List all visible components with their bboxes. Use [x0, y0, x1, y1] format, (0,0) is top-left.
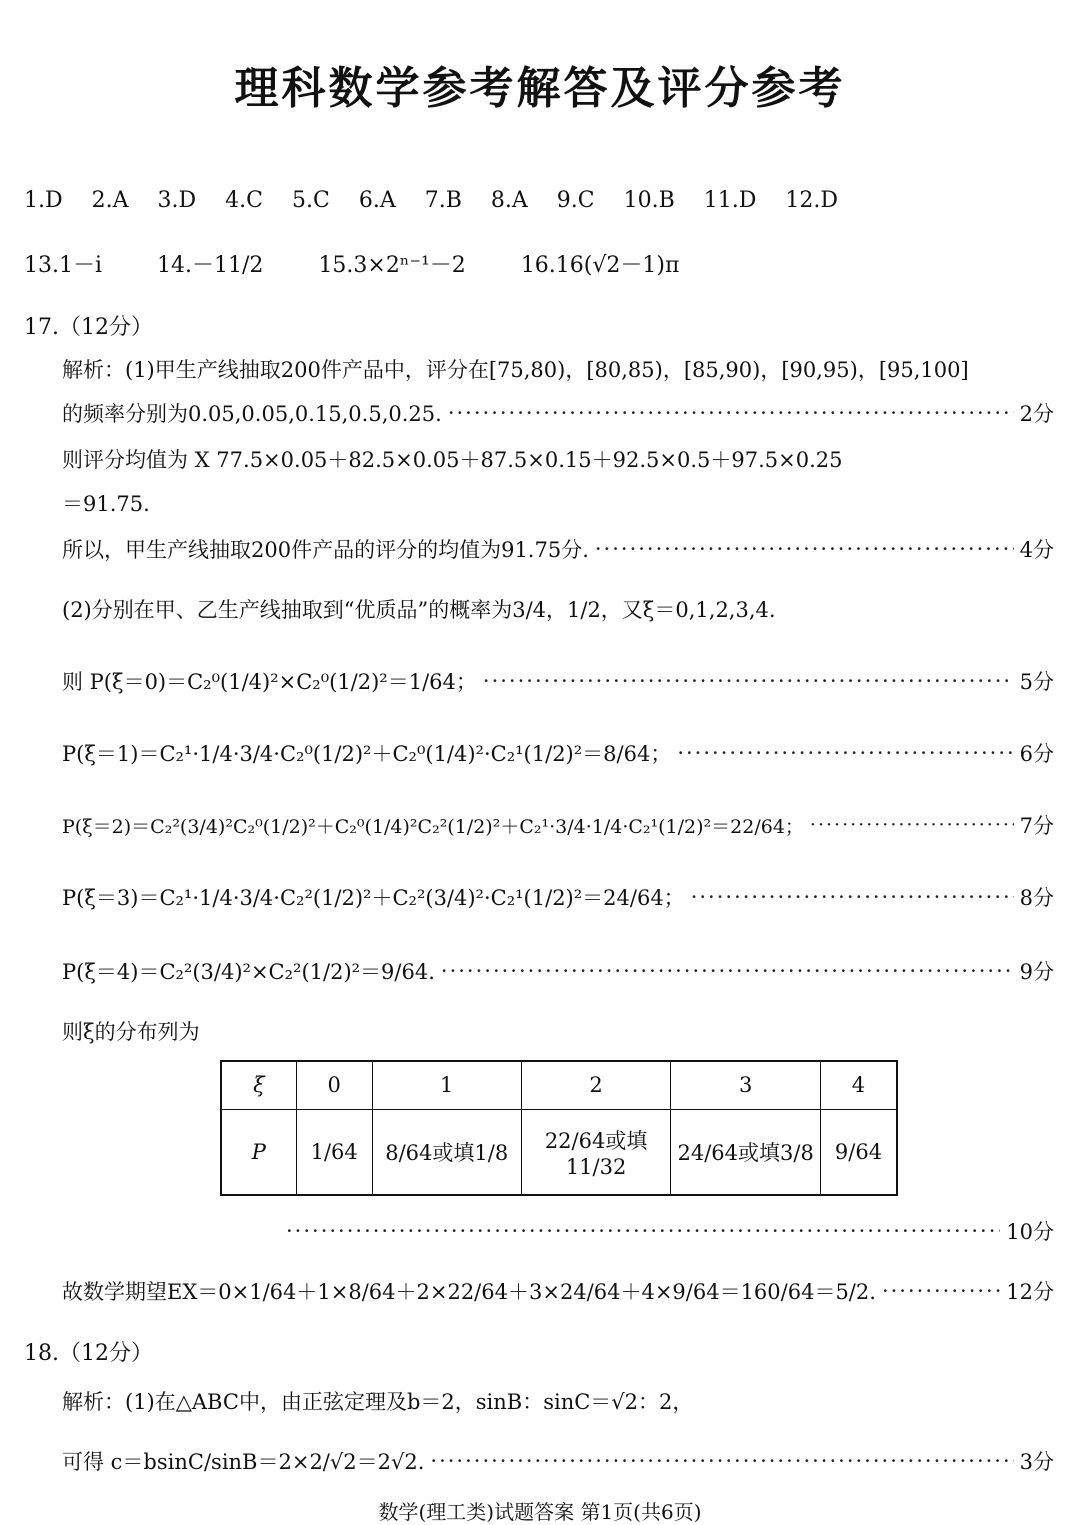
dot-leader [483, 669, 1014, 693]
choice-answer: 1.D [24, 188, 63, 213]
q17-p3-text: P(ξ＝3)＝C₂¹·1/4·3/4·C₂²(1/2)²＋C₂²(3/4)²·C₂¹(1/2)²＝24/64； [62, 886, 685, 910]
q17-p0 [62, 666, 1054, 696]
dot-leader [882, 1279, 1000, 1303]
q17-p2-text: P(ξ＝2)＝C₂²(3/4)²C₂⁰(1/2)²＋C₂⁰(1/4)²C₂²(1/2)²＋C₂¹·3/4·1/4·C₂¹(1/2)²＝22/64； [62, 815, 804, 838]
q18-line1 [62, 1386, 1054, 1416]
q17-p2 [62, 810, 1054, 840]
q18-line2 [62, 1446, 1054, 1476]
q18-header: 18.（12分） [24, 1341, 153, 1366]
dot-leader [441, 959, 1014, 983]
table-header-cell: 0 [296, 1061, 372, 1109]
score-label: 6分 [1019, 742, 1054, 766]
score-label: 5分 [1019, 670, 1054, 694]
q17-expectation [62, 1276, 1054, 1306]
table-cell: 1/64 [296, 1109, 372, 1195]
choice-answer: 7.B [424, 188, 462, 213]
choice-answer: 11.D [703, 188, 757, 213]
dot-leader [286, 1219, 1000, 1243]
q17-expectation-text: 故数学期望EX＝0×1/64＋1×8/64＋2×22/64＋3×24/64＋4×9/64＝160/64＝5/2. [62, 1280, 876, 1304]
q17-dist-label-text: 则ξ的分布列为 [62, 1020, 200, 1044]
q17-line2 [62, 398, 1054, 428]
q17-p0-text: 则 P(ξ＝0)＝C₂⁰(1/4)²×C₂⁰(1/2)²＝1/64； [62, 670, 477, 694]
score-label: 9分 [1019, 960, 1054, 984]
choice-answer: 5.C [292, 188, 330, 213]
table-row [221, 1061, 897, 1109]
q17-p1-text: P(ξ＝1)＝C₂¹·1/4·3/4·C₂⁰(1/2)²＋C₂⁰(1/4)²·C₂¹(1/2)²＝8/64； [62, 742, 672, 766]
dot-leader [810, 814, 1014, 836]
q17-line4-text: ＝91.75. [62, 492, 150, 516]
page-footer: 数学(理工类)试题答案 第1页(共6页) [378, 1500, 702, 1524]
score-label: 4分 [1019, 538, 1054, 562]
choice-answer: 8.A [490, 188, 528, 213]
table-cell: 9/64 [820, 1109, 897, 1195]
q18-line2-text: 可得 c＝bsinC/sinB＝2×2/√2＝2√2. [62, 1450, 425, 1474]
fill-answers [24, 248, 701, 279]
choice-answer: 2.A [91, 188, 129, 213]
table-cell: 8/64或填1/8 [372, 1109, 521, 1195]
table-header-cell: 3 [671, 1061, 821, 1109]
table-row [221, 1109, 897, 1195]
q17-p3 [62, 882, 1054, 912]
dot-leader [430, 1449, 1013, 1473]
dot-leader [595, 537, 1014, 561]
answer-13: 13.1－i [24, 253, 103, 278]
q17-line5 [62, 534, 1054, 564]
table-cell: 22/64或填11/32 [521, 1109, 671, 1195]
q17-line6-text: (2)分别在甲、乙生产线抽取到“优质品”的概率为3/4，1/2，又ξ＝0,1,2,3,4. [62, 598, 776, 622]
score-label: 8分 [1019, 886, 1054, 910]
score-label: 10分 [1006, 1220, 1054, 1244]
table-cell: P [221, 1109, 296, 1195]
score-label: 7分 [1019, 814, 1054, 838]
score-label: 12分 [1006, 1280, 1054, 1304]
q17-line2-text: 的频率分别为0.05,0.05,0.15,0.5,0.25. [62, 402, 442, 426]
table-cell: 24/64或填3/8 [671, 1109, 821, 1195]
table-header-cell: 4 [820, 1061, 897, 1109]
dot-leader [448, 401, 1014, 425]
choice-answer: 3.D [157, 188, 197, 213]
page-title: 理科数学参考解答及评分参考 [234, 63, 846, 114]
score-label: 3分 [1019, 1450, 1054, 1474]
score-label: 2分 [1019, 402, 1054, 426]
table-header-cell: 1 [372, 1061, 521, 1109]
q17-line3-text: 则评分均值为 X 77.5×0.05＋82.5×0.05＋87.5×0.15＋92.5×0.5＋97.5×0.25 [62, 448, 843, 472]
q17-dist-label [62, 1016, 1054, 1046]
dot-leader [691, 885, 1014, 909]
q17-line4 [62, 488, 1054, 518]
choice-answer: 4.C [225, 188, 263, 213]
q17-p1 [62, 738, 1054, 768]
q17-line1 [62, 354, 1054, 384]
choice-answers [24, 188, 860, 213]
choice-answer: 12.D [785, 188, 839, 213]
choice-answer: 10.B [623, 188, 675, 213]
q17-table-score [286, 1216, 1054, 1246]
choice-answer: 9.C [556, 188, 595, 213]
q17-line3 [62, 444, 1054, 474]
q17-line6 [62, 594, 1054, 624]
answer-16: 16.16(√2－1)π [520, 253, 680, 278]
q17-line5-text: 所以，甲生产线抽取200件产品的评分的均值为91.75分. [62, 538, 589, 562]
table-header-cell: ξ [221, 1061, 296, 1109]
answer-14: 14.－11/2 [157, 253, 264, 278]
distribution-table [220, 1060, 898, 1196]
answer-15: 15.3×2ⁿ⁻¹－2 [318, 253, 466, 278]
choice-answer: 6.A [358, 188, 396, 213]
dot-leader [677, 741, 1013, 765]
table-header-cell: 2 [521, 1061, 671, 1109]
q17-header: 17.（12分） [24, 315, 153, 340]
q17-p4-text: P(ξ＝4)＝C₂²(3/4)²×C₂²(1/2)²＝9/64. [62, 960, 435, 984]
q18-line1-text: 解析：(1)在△ABC中，由正弦定理及b＝2，sinB：sinC＝√2：2， [62, 1390, 694, 1414]
q17-p4 [62, 956, 1054, 986]
q17-line1-text: 解析：(1)甲生产线抽取200件产品中，评分在[75,80)，[80,85)，[85,90)，[90,95)，[95,100] [62, 358, 969, 382]
